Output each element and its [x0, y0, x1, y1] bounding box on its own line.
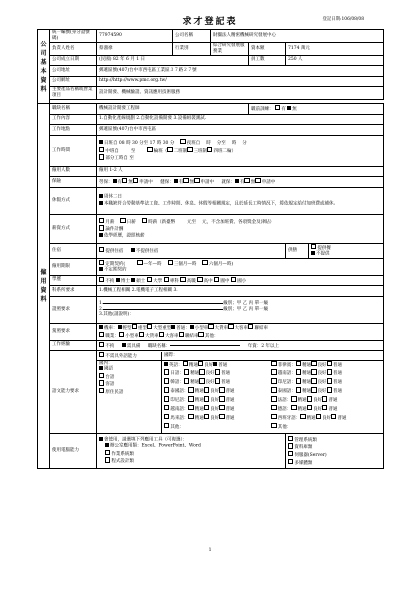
day-shift-checkbox[interactable]	[99, 140, 103, 144]
content-label: 工作內容	[50, 114, 97, 125]
exp-any-checkbox[interactable]	[99, 342, 104, 347]
language-label: 語文能力要求	[50, 351, 97, 434]
owner-value: 蔡鴻祿	[97, 43, 173, 56]
management-systems-checkbox[interactable]	[288, 436, 293, 441]
license-label: 駕照要求	[50, 323, 97, 340]
company-name-label: 公司名稱	[173, 30, 211, 43]
health-ins-no-checkbox[interactable]	[183, 178, 188, 183]
meals-not-provided-checkbox[interactable]	[311, 251, 315, 255]
leave-value: 周休二日 本職缺符合勞動基準法工資、工作時間、休息、休假等相關規定，且於延長工時情況下，將依規定給付加班費或補休。	[97, 187, 384, 214]
four-two-checkbox[interactable]	[207, 147, 212, 152]
computer-use-checkbox[interactable]	[99, 437, 103, 441]
license-value: 機車： 輕型 重型 大型重型 普通： 小型車 大貨車 大客車 聯結車 職業： 小型車 大貨車 大客車 聯結車 其他：	[97, 323, 384, 340]
pro-small-car-checkbox[interactable]	[119, 332, 124, 337]
industry-value: 綜合研究發展服務業	[211, 43, 249, 56]
location-label: 工作地點	[50, 125, 97, 136]
address-value: 郵遞區號(407)台中市西屯區工業區３７路２７號	[97, 66, 384, 77]
founded-value: (民國) 82 年 6 月 1 日	[97, 55, 249, 66]
website-label: 公司網址	[50, 76, 97, 87]
company-name-value: 財團法人精密機械研究發展中心	[211, 30, 384, 43]
japanese-checkbox[interactable]	[164, 369, 169, 374]
website-value: http://http://www.pmc.org.tw/	[97, 76, 384, 87]
meals-value: 提供餐 不提供	[309, 243, 384, 258]
fixed-term-checkbox[interactable]	[99, 260, 104, 265]
computer-value: 會使用，請選填下列應用工具（可複選）： 辦公室應用類：Excel、PowerPoint、Word 作業系統類 程式設計類	[97, 434, 286, 469]
spanish-checkbox[interactable]	[271, 414, 276, 419]
labor-ins-no-checkbox[interactable]	[122, 178, 127, 183]
employment-ins-no-checkbox[interactable]	[244, 178, 249, 183]
labor-ins-pending-checkbox[interactable]	[133, 178, 138, 183]
ubn-label: 統一編號(身分證號碼)	[50, 30, 97, 43]
insurance-label: 保險	[50, 177, 97, 188]
registration-date: 登記日期:106/08/08	[322, 17, 364, 22]
ubn-value: 77974590	[97, 30, 173, 43]
founded-label: 公司成立日期	[50, 55, 97, 66]
address-label: 公司地址	[50, 66, 97, 77]
employment-ins-yes-checkbox[interactable]	[235, 179, 239, 183]
insurance-value: 勞保： 有 無 申請中 健保： 有 無 申請中 就保： 有 無 申請中	[97, 177, 384, 188]
job-title-label: 職缺名稱	[50, 104, 97, 115]
french-checkbox[interactable]	[271, 396, 276, 401]
training-yes-checkbox[interactable]	[275, 105, 280, 110]
pay-value: 月薪 日薪 時薪（新臺幣 元至 元，不含加班費、各項獎金及津貼） 論件計酬 依學經歷，證照核薪	[97, 214, 384, 243]
taiwanese-checkbox[interactable]	[99, 373, 104, 378]
motorcycle-checkbox[interactable]	[99, 325, 103, 329]
office-apps-checkbox[interactable]	[105, 443, 109, 447]
page-number: 1	[208, 548, 212, 553]
indefinite-term-checkbox[interactable]	[99, 267, 103, 271]
pro-bus-checkbox[interactable]	[159, 332, 164, 337]
light-moto-checkbox[interactable]	[118, 325, 122, 329]
period-value: 定期契約( —年—時 三個月—時 六個月—時) 不定期契約	[97, 258, 384, 275]
industry-label: 行業別	[173, 43, 211, 56]
thai-checkbox[interactable]	[164, 387, 169, 392]
experience-label: 工作經驗	[50, 340, 97, 351]
pro-trailer-checkbox[interactable]	[179, 332, 184, 337]
filipino-checkbox[interactable]	[271, 361, 276, 366]
edu-vocational-checkbox[interactable]	[180, 277, 185, 282]
daily-pay-checkbox[interactable]	[120, 218, 125, 223]
pay-label: 薪資方式	[50, 214, 97, 243]
leave-label: 休假方式	[50, 187, 97, 214]
edu-highschool-checkbox[interactable]	[197, 277, 202, 282]
labor-law-compliance-checkbox[interactable]	[99, 201, 103, 205]
two-shift-checkbox[interactable]	[167, 147, 172, 152]
job-section-label: 僱用資料	[38, 104, 50, 469]
headcount-label: 僱用人數	[50, 166, 97, 177]
meals-label: 供膳	[286, 243, 309, 258]
mid-shift-checkbox[interactable]	[99, 147, 104, 152]
heavy-moto-checkbox[interactable]	[132, 324, 137, 329]
bus-checkbox[interactable]	[228, 324, 233, 329]
capital-label: 資本額	[249, 43, 286, 56]
edu-any-checkbox[interactable]	[99, 277, 104, 282]
owner-label: 負責人姓名	[50, 43, 97, 56]
monthly-pay-checkbox[interactable]	[99, 218, 104, 223]
labor-ins-yes-checkbox[interactable]	[113, 179, 117, 183]
location-value: 郵遞區號(407)台中市西屯區	[97, 125, 384, 136]
major-label: 科系所要求	[50, 286, 97, 297]
truck-checkbox[interactable]	[208, 324, 213, 329]
exp-required-checkbox[interactable]	[122, 343, 126, 347]
edu-junior-checkbox[interactable]	[214, 277, 219, 282]
intl-languages-left: 英語： 精通 良好 普通 日語： 精通 良好 普通 韓語： 精通 良好 普通 泰國語： 精通 良好 普通 印尼語： 精通 良好 普通 越南語： 精通 良好 普通 馬來語： 精通 良好 普通 其他：	[162, 360, 270, 433]
housing-label: 住宿	[50, 243, 97, 258]
edu-college-checkbox[interactable]	[164, 277, 169, 282]
indonesian-checkbox[interactable]	[164, 396, 169, 401]
form-title: 求才登記表	[182, 17, 238, 27]
housing-not-provided-checkbox[interactable]	[131, 248, 135, 252]
language-grid: 不需具外語能力 國際： 國內： 國語 台語 客語 原住民語 英語： 精通 良好 普通 日語： 精通 良好 普通 韓語： 精通 良好 普通 泰國語： 精通 良好 普通 印尼語： 精通 良好 普通 越南語： 精通 良好 普通 馬來語： 精通 良好 普通 其他： 菲律賓： 精通 良好 普通 越南語： 精通 良好 普通 印尼語： 精通 良好 普通 泰國語： 精通 良好 普通 法語： 精通 良好 普通 德語： 精通 良好 普通 西班牙語： 精通 良好 普通 其他：	[97, 352, 383, 433]
capital-value: 7174 萬元	[286, 43, 384, 56]
content-value: 1.自動化產線規劃 2.自動化設備開發 3.設備組裝測試.	[97, 114, 384, 125]
malay-checkbox[interactable]	[164, 414, 169, 419]
thai-b-checkbox[interactable]	[271, 387, 276, 392]
period-year-checkbox[interactable]	[137, 260, 142, 265]
multimedia-checkbox[interactable]	[288, 459, 293, 464]
no-language-checkbox[interactable]	[99, 352, 104, 357]
cert-label: 證照要求	[50, 296, 97, 323]
hakka-checkbox[interactable]	[99, 380, 104, 385]
domestic-languages: 國內： 國語 台語 客語 原住民語	[97, 360, 162, 433]
meals-provided-checkbox[interactable]	[311, 244, 316, 249]
period-label: 僱用期限	[50, 258, 97, 275]
period-6m-checkbox[interactable]	[202, 260, 207, 265]
health-ins-yes-checkbox[interactable]	[174, 179, 178, 183]
night-shift-checkbox[interactable]	[180, 139, 185, 144]
experience-value: 不拘 需具備 職缺名稱： 年資：2 年以上	[97, 340, 384, 351]
intl-languages-right: 菲律賓： 精通 良好 普通 越南語： 精通 良好 普通 印尼語： 精通 良好 普通 泰國語： 精通 良好 普通 法語： 精通 良好 普通 德語： 精通 良好 普通 西班牙語： 精通 良好 普通 其他：	[269, 360, 383, 433]
hours-label: 工作時間	[50, 135, 97, 166]
edu-bachelor-checkbox[interactable]	[147, 277, 152, 282]
german-checkbox[interactable]	[271, 405, 276, 410]
korean-checkbox[interactable]	[164, 378, 169, 383]
company-section-label: 公司基本資料	[38, 30, 50, 104]
computer-value-right: 管理系統類 資料庫類 伺服器(Server) 多媒體類	[286, 434, 384, 469]
employees-label: 員工數	[249, 55, 286, 66]
piece-rate-checkbox[interactable]	[99, 225, 104, 230]
indonesian-b-checkbox[interactable]	[271, 378, 276, 383]
business-value: 設計開發、機械驗證、資訊應用技術服務	[97, 87, 384, 100]
education-value: 不拘 博士 碩士 大學 專科 高職 高中 國中 國小	[97, 275, 384, 286]
business-label: 主要產品名稱或營業項目	[50, 87, 97, 100]
rotating-checkbox[interactable]	[147, 147, 152, 152]
education-label: 學歷	[50, 275, 97, 286]
small-car-checkbox[interactable]	[190, 325, 194, 329]
hours-value: 日班自 08 時 30 分至 17 時 30 分 夜班自 時 分至 時 分 中班自 至 輪班（ 二班制 三班制 四班二輪） 部分工時自 至	[97, 135, 384, 166]
database-checkbox[interactable]	[288, 443, 293, 448]
intl-language-label: 國際：	[162, 352, 384, 361]
other-license-checkbox[interactable]	[198, 332, 203, 337]
edu-elementary-checkbox[interactable]	[231, 277, 236, 282]
other-language-checkbox[interactable]	[164, 423, 169, 428]
employees-value: 250 人	[286, 55, 384, 66]
hourly-pay-checkbox[interactable]	[142, 218, 147, 223]
vietnamese-b-checkbox[interactable]	[271, 369, 276, 374]
recruitment-form	[37, 29, 384, 469]
health-ins-pending-checkbox[interactable]	[194, 178, 199, 183]
cert-value: 1. 級別；甲 乙 丙 單一級 2. 級別；甲 乙 丙 單一級 3.其他(請說明)：	[97, 296, 384, 323]
three-shift-checkbox[interactable]	[187, 147, 192, 152]
period-3m-checkbox[interactable]	[168, 260, 173, 265]
large-heavy-moto-checkbox[interactable]	[147, 324, 152, 329]
indigenous-checkbox[interactable]	[99, 388, 104, 393]
professional-license-checkbox[interactable]	[99, 332, 104, 337]
edu-phd-checkbox[interactable]	[116, 278, 120, 282]
programming-checkbox[interactable]	[105, 457, 110, 462]
employment-ins-pending-checkbox[interactable]	[255, 178, 260, 183]
headcount-value: 僱用 1-2 人	[97, 166, 384, 177]
other-language-b-checkbox[interactable]	[271, 423, 276, 428]
computer-label: 使用電腦能力	[50, 434, 97, 469]
language-value	[97, 351, 384, 434]
housing-provided-checkbox[interactable]	[99, 247, 104, 252]
part-time-checkbox[interactable]	[99, 154, 104, 159]
pro-truck-checkbox[interactable]	[139, 332, 144, 337]
edu-master-checkbox[interactable]	[131, 278, 135, 282]
english-checkbox[interactable]	[164, 362, 168, 366]
two-day-weekend-checkbox[interactable]	[99, 194, 103, 198]
mandarin-checkbox[interactable]	[99, 366, 103, 370]
training-no-checkbox[interactable]	[287, 106, 291, 110]
qualification-pay-checkbox[interactable]	[99, 233, 103, 237]
training-field: 職前訓練： 有 無	[249, 104, 384, 115]
ordinary-license-checkbox[interactable]	[171, 325, 175, 329]
major-value: 1.機械工程相關 2.電機電子工程相關 3.	[97, 286, 384, 297]
housing-value: 提供住宿 不提供住宿	[97, 243, 286, 258]
vietnamese-checkbox[interactable]	[164, 405, 169, 410]
server-checkbox[interactable]	[288, 451, 293, 456]
job-title-value: 機械設計開發工程師	[97, 104, 249, 115]
os-checkbox[interactable]	[105, 450, 110, 455]
trailer-checkbox[interactable]	[248, 324, 253, 329]
